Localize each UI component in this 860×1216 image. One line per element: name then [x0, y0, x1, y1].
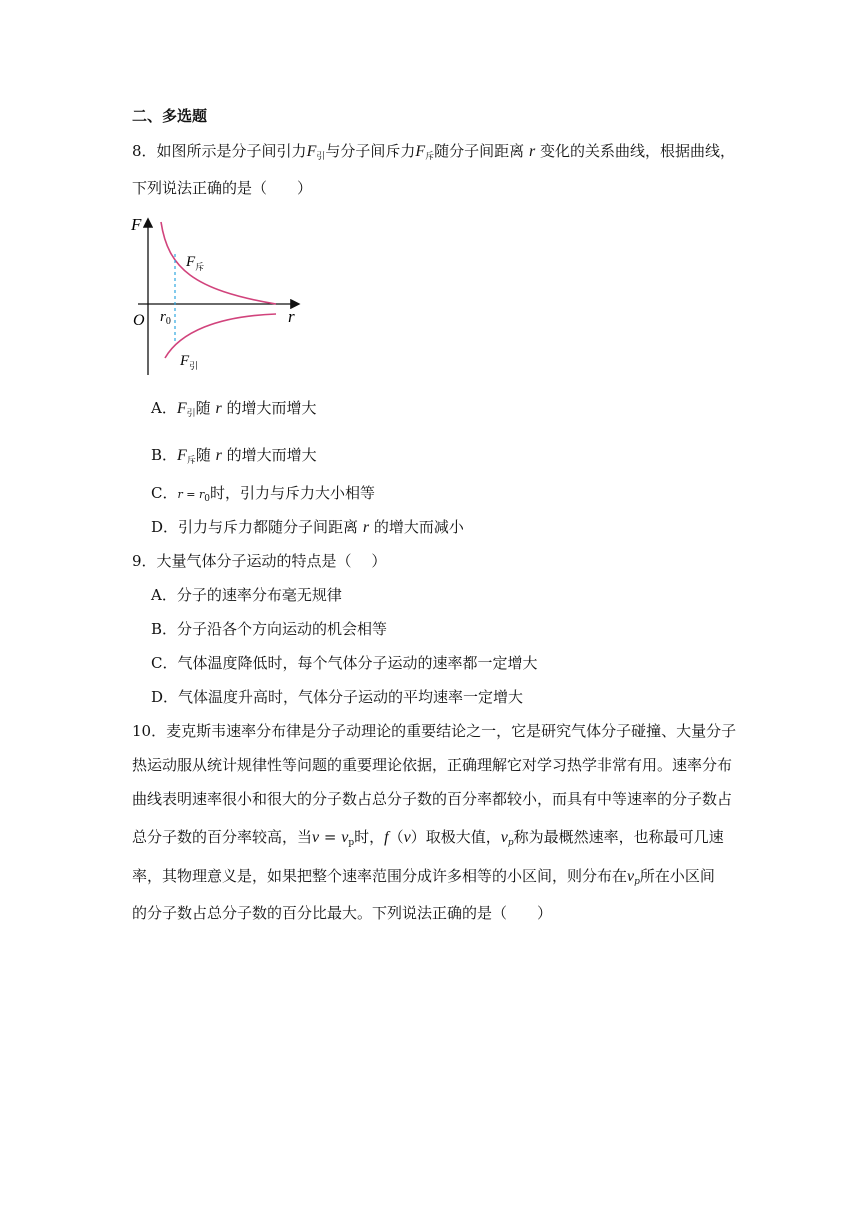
q8-option-c[interactable]: C．$r = r_0$时，引力与斥力大小相等 [151, 484, 375, 504]
question-number: 8． [132, 142, 157, 160]
question-10-line-4: 总分子数的百分率较高，当$v = v_p$时，f（v）取极大值，$v_p$称为最概然速率，也称最可几速 [132, 828, 724, 848]
question-10-line-3: 曲线表明速率很小和很大的分子数占总分子数的百分率都较小，而具有中等速率的分子数占 [132, 790, 733, 808]
question-10-line-2: 热运动服从统计规律性等问题的重要理论依据，正确理解它对学习热学非常有用。速率分布 [132, 756, 733, 774]
question-8-stem-line-1: 8．如图所示是分子间引力$F_引$与分子间斥力$F_斥$随分子间距离 r 变化的关系曲线，根据曲线， [132, 142, 735, 162]
question-10-line-6: 的分子数占总分子数的百分比最大。下列说法正确的是（ ） [132, 904, 553, 922]
q9-option-d[interactable]: D．气体温度升高时，气体分子运动的平均速率一定增大 [151, 688, 524, 706]
q9-option-b[interactable]: B．分子沿各个方向运动的机会相等 [151, 620, 388, 638]
force-distance-figure [128, 212, 308, 382]
repulsion-curve [161, 222, 276, 304]
attraction-curve [165, 314, 276, 358]
question-10-line-1: 10．麦克斯韦速率分布律是分子动理论的重要结论之一，它是研究气体分子碰撞、大量分子 [132, 722, 737, 740]
origin-label: O [133, 312, 145, 329]
axis-y-label: F [131, 215, 142, 234]
repulsion-label: $F_斥$ [186, 254, 205, 272]
q8-option-d[interactable]: D．引力与斥力都随分子间距离 r 的增大而减小 [151, 518, 464, 536]
axis-x-label: r [288, 307, 295, 326]
question-8-stem-line-2: 下列说法正确的是（ ） [132, 179, 313, 197]
r0-label: $r_0$ [160, 309, 171, 327]
question-10-line-5: 率，其物理意义是，如果把整个速率范围分成许多相等的小区间，则分布在$v_p$所在小区间 [132, 867, 715, 887]
section-heading: 二、多选题 [132, 107, 208, 125]
question-9-stem: 9．大量气体分子运动的特点是（ ） [132, 552, 387, 570]
attraction-label: $F_引$ [180, 353, 199, 371]
q9-option-c[interactable]: C．气体温度降低时，每个气体分子运动的速率都一定增大 [151, 654, 538, 672]
q8-option-a[interactable]: A．$F_引$随 r 的增大而增大 [151, 399, 317, 419]
q8-option-b[interactable]: B．$F_斥$随 r 的增大而增大 [151, 446, 317, 466]
q9-option-a[interactable]: A．分子的速率分布毫无规律 [151, 586, 342, 604]
